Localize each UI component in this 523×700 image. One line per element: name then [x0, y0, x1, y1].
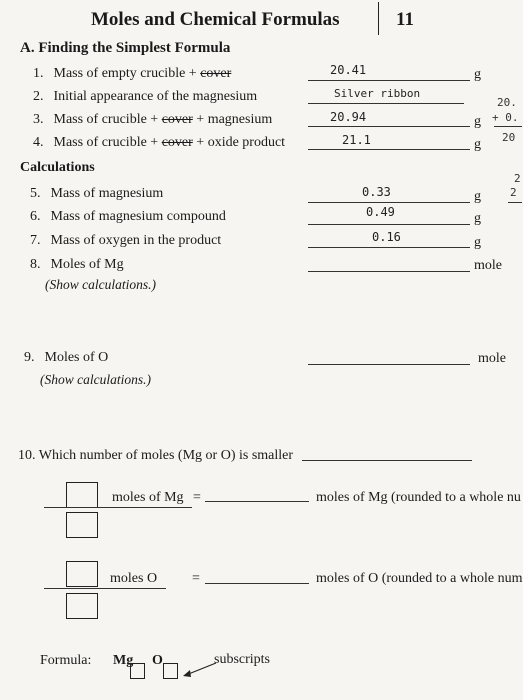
answer-line-5[interactable]	[308, 202, 470, 203]
mg-fraction-bar	[44, 507, 192, 508]
item-4: 4. Mass of crucible + cover + oxide product	[33, 135, 286, 150]
margin-sum-line	[494, 126, 522, 127]
page-number: 11	[396, 9, 414, 30]
margin-note-c: 20	[502, 131, 516, 144]
formula-mg: Mg	[113, 653, 134, 668]
margin-note-a: 20.	[497, 96, 517, 109]
item-9: 9. Moles of O	[24, 350, 109, 365]
answer-value-4: 21.1	[342, 133, 371, 147]
margin-note-e: 2	[510, 186, 517, 199]
header-divider	[378, 2, 379, 35]
unit-5: g	[474, 189, 481, 204]
answer-value-5: 0.33	[362, 185, 391, 199]
unit-9: mole	[478, 351, 506, 366]
o-subscript-box[interactable]	[163, 663, 178, 679]
unit-8: mole	[474, 258, 502, 273]
item-8: 8. Moles of Mg	[30, 257, 124, 272]
o-result-line[interactable]	[205, 583, 309, 584]
answer-line-4[interactable]	[308, 149, 470, 150]
answer-value-7: 0.16	[372, 230, 401, 244]
o-fraction-bar	[44, 588, 166, 589]
show-calculations-8: (Show calculations.)	[45, 277, 156, 292]
o-fraction-label: moles O	[110, 571, 158, 586]
item-6: 6. Mass of magnesium compound	[30, 209, 226, 224]
answer-value-1: 20.41	[330, 63, 367, 77]
formula-label: Formula:	[40, 653, 92, 668]
o-result-label: moles of O (rounded to a whole num	[316, 571, 523, 586]
item-5: 5. Mass of magnesium	[30, 186, 164, 201]
unit-6: g	[474, 211, 481, 226]
mg-equals: =	[193, 490, 201, 505]
answer-line-6[interactable]	[308, 224, 470, 225]
mg-numerator-box[interactable]	[66, 482, 98, 508]
o-equals: =	[192, 571, 200, 586]
question-10: 10. Which number of moles (Mg or O) is smaller	[18, 448, 294, 463]
margin-dash	[508, 202, 522, 203]
answer-value-3: 20.94	[330, 110, 367, 124]
margin-note-d: 2	[514, 172, 521, 185]
show-calculations-9: (Show calculations.)	[40, 372, 151, 387]
calculations-heading: Calculations	[20, 160, 95, 175]
mg-result-label: moles of Mg (rounded to a whole nu	[316, 490, 521, 505]
o-numerator-box[interactable]	[66, 561, 98, 587]
mg-fraction-label: moles of Mg	[112, 490, 184, 505]
section-heading: A. Finding the Simplest Formula	[20, 40, 231, 56]
answer-line-1[interactable]	[308, 80, 470, 81]
mg-denominator-box[interactable]	[66, 512, 98, 538]
item-7: 7. Mass of oxygen in the product	[30, 233, 222, 248]
mg-result-line[interactable]	[205, 501, 309, 502]
margin-note-b: + 0.	[492, 111, 519, 124]
unit-1: g	[474, 67, 481, 82]
answer-value-2: Silver ribbon	[334, 87, 421, 100]
answer-line-9[interactable]	[308, 364, 470, 365]
item-2: 2. Initial appearance of the magnesium	[33, 89, 258, 104]
answer-line-7[interactable]	[308, 247, 470, 248]
answer-line-2[interactable]	[308, 103, 464, 104]
unit-4: g	[474, 137, 481, 152]
mg-subscript-box[interactable]	[130, 663, 145, 679]
formula-o: O	[152, 653, 163, 668]
o-denominator-box[interactable]	[66, 593, 98, 619]
item-3: 3. Mass of crucible + cover + magnesium	[33, 112, 273, 127]
answer-line-10[interactable]	[302, 460, 472, 461]
page-title: Moles and Chemical Formulas	[91, 9, 340, 30]
answer-line-8[interactable]	[308, 271, 470, 272]
answer-line-3[interactable]	[308, 126, 470, 127]
subscripts-label: subscripts	[214, 652, 270, 667]
unit-7: g	[474, 235, 481, 250]
item-1: 1. Mass of empty crucible + cover	[33, 66, 232, 81]
unit-3: g	[474, 114, 481, 129]
answer-value-6: 0.49	[366, 205, 395, 219]
